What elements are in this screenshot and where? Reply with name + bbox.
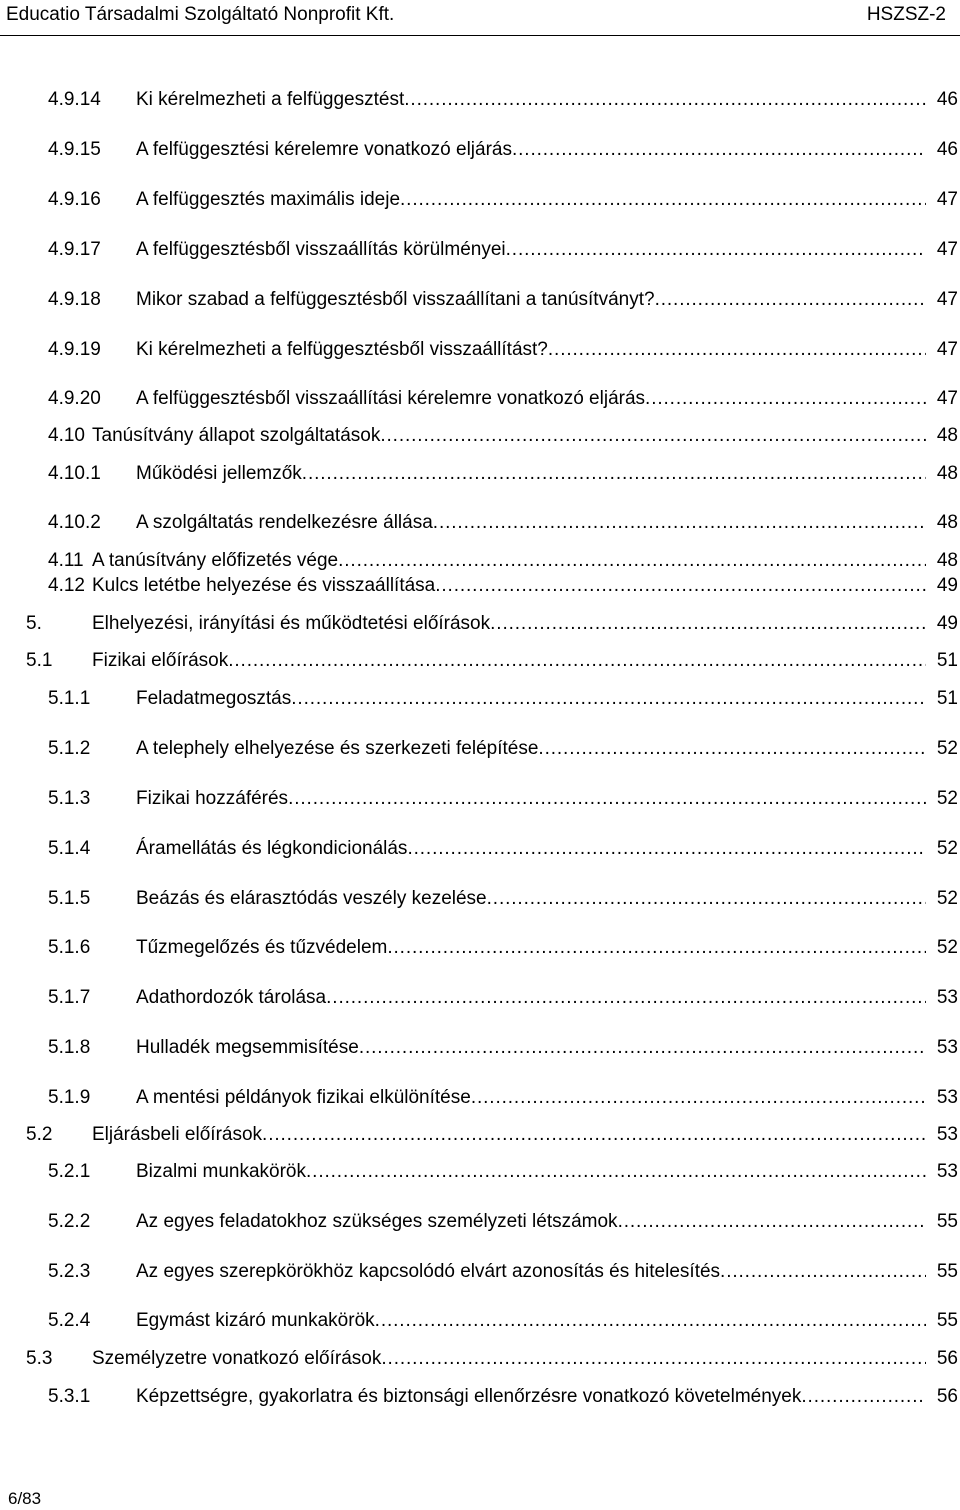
toc-entry-title-row	[136, 386, 926, 412]
toc-entry-title: Személyzetre vonatkozó előírások	[92, 1348, 382, 1369]
toc-entry-number: 4.9.18	[48, 289, 101, 310]
toc-entry-number: 5.2.4	[48, 1310, 91, 1331]
toc-entry-page: 55	[936, 1211, 958, 1232]
toc-entry-page: 52	[936, 788, 958, 809]
toc-entry[interactable]	[0, 1308, 960, 1334]
toc-entry-title: Feladatmegosztás	[136, 688, 292, 709]
toc-entry-number: 4.10.2	[48, 512, 101, 533]
toc-entry-page: 48	[936, 550, 958, 571]
toc-entry-title-row	[136, 1384, 926, 1410]
dot-leader	[306, 1159, 926, 1185]
toc-entry-title: A mentési példányok fizikai elkülönítése	[136, 1087, 471, 1108]
toc-entry-number: 4.9.16	[48, 189, 101, 210]
toc-entry-page: 49	[936, 575, 958, 596]
dot-leader	[433, 510, 926, 536]
toc-entry-number: 5.1.8	[48, 1037, 91, 1058]
toc-entry[interactable]	[0, 736, 960, 762]
toc-entry-title-row	[92, 648, 926, 674]
toc-entry-title: Működési jellemzők	[136, 463, 302, 484]
toc-entry[interactable]	[0, 985, 960, 1011]
toc-entry-title-row	[136, 1259, 926, 1285]
dot-leader	[435, 573, 926, 599]
toc-entry-title-row	[136, 786, 926, 812]
dot-leader	[288, 786, 926, 812]
dot-leader	[359, 1035, 926, 1061]
toc-entry-title-row	[136, 337, 926, 363]
toc-entry[interactable]	[0, 573, 960, 599]
toc-entry-page: 56	[936, 1348, 958, 1369]
toc-entry-number: 5.1.4	[48, 838, 91, 859]
dot-leader	[506, 237, 926, 263]
toc-entry-title: Tűzmegelőzés és tűzvédelem	[136, 937, 388, 958]
toc-entry-title: Fizikai előírások	[92, 650, 229, 671]
toc-entry[interactable]	[0, 510, 960, 536]
toc-entry[interactable]	[0, 786, 960, 812]
toc-entry-page: 53	[936, 1087, 958, 1108]
toc-entry-page: 53	[936, 987, 958, 1008]
toc-entry-title-row	[136, 1085, 926, 1111]
dot-leader	[375, 1308, 926, 1334]
toc-entry-number: 5.1.9	[48, 1087, 91, 1108]
toc-entry-page: 52	[936, 937, 958, 958]
toc-entry-title-row	[136, 886, 926, 912]
toc-entry[interactable]	[0, 423, 960, 449]
organization-name: Educatio Társadalmi Szolgáltató Nonprofit Kft.	[6, 4, 395, 25]
toc-entry-page: 48	[936, 463, 958, 484]
toc-entry-page: 47	[936, 339, 958, 360]
toc-entry[interactable]	[0, 337, 960, 363]
toc-entry[interactable]	[0, 1035, 960, 1061]
toc-entry-page: 49	[936, 613, 958, 634]
toc-entry-title-row	[92, 611, 926, 637]
toc-entry-title-row	[136, 686, 926, 712]
toc-entry[interactable]	[0, 1085, 960, 1111]
toc-entry-title-row	[136, 510, 926, 536]
dot-leader	[487, 886, 926, 912]
toc-entry-number: 5.3	[26, 1348, 53, 1369]
toc-entry-number: 5.1.6	[48, 937, 91, 958]
document-code: HSZSZ-2	[866, 4, 946, 25]
toc-entry-page: 47	[936, 289, 958, 310]
toc-entry-title: Hulladék megsemmisítése	[136, 1037, 359, 1058]
page-number: 6/83	[8, 1489, 42, 1508]
toc-entry[interactable]	[0, 686, 960, 712]
toc-entry-title-row	[92, 573, 926, 599]
toc-entry-page: 46	[936, 89, 958, 110]
toc-entry[interactable]	[0, 461, 960, 487]
toc-entry[interactable]	[0, 137, 960, 163]
toc-entry-page: 55	[936, 1261, 958, 1282]
toc-entry-title: Eljárásbeli előírások	[92, 1124, 263, 1145]
toc-entry-title: Ki kérelmezheti a felfüggesztésből visszaállítást?	[136, 339, 548, 360]
dot-leader	[801, 1384, 926, 1410]
toc-entry-page: 53	[936, 1124, 958, 1145]
toc-entry-number: 5.2	[26, 1124, 53, 1145]
toc-entry-title: A tanúsítvány előfizetés vége	[92, 550, 339, 571]
toc-entry[interactable]	[0, 886, 960, 912]
toc-entry-title: A telephely elhelyezése és szerkezeti felépítése	[136, 738, 539, 759]
toc-entry-title: Beázás és elárasztódás veszély kezelése	[136, 888, 487, 909]
dot-leader	[291, 686, 926, 712]
toc-entry-title: Képzettségre, gyakorlatra és biztonsági ellenőrzésre vonatkozó követelmények	[136, 1386, 802, 1407]
toc-entry-title-row	[136, 287, 926, 313]
toc-entry[interactable]	[0, 935, 960, 961]
toc-entry-title: Egymást kizáró munkakörök	[136, 1310, 375, 1331]
dot-leader	[302, 461, 926, 487]
toc-entry-number: 5.1.1	[48, 688, 91, 709]
toc-entry-title-row	[136, 1209, 926, 1235]
dot-leader	[407, 836, 926, 862]
toc-entry-title: Adathordozók tárolása	[136, 987, 327, 1008]
toc-entry-page: 48	[936, 425, 958, 446]
toc-entry-page: 53	[936, 1037, 958, 1058]
dot-leader	[387, 935, 926, 961]
toc-entry-number: 4.9.14	[48, 89, 101, 110]
toc-entry-title: Mikor szabad a felfüggesztésből visszaállítani a tanúsítványt?	[136, 289, 655, 310]
toc-entry-title: Az egyes feladatokhoz szükséges személyzeti létszámok	[136, 1211, 618, 1232]
toc-entry[interactable]	[0, 1384, 960, 1410]
dot-leader	[618, 1209, 926, 1235]
dot-leader	[228, 648, 926, 674]
toc-entry-title: Áramellátás és légkondicionálás	[136, 838, 408, 859]
dot-leader	[720, 1259, 926, 1285]
toc-entry-number: 5.	[26, 613, 42, 634]
toc-entry-page: 51	[936, 650, 958, 671]
toc-entry-title-row	[136, 187, 926, 213]
toc-entry-title: A felfüggesztési kérelemre vonatkozó eljárás	[136, 139, 512, 160]
toc-entry-title: Bizalmi munkakörök	[136, 1161, 306, 1182]
toc-entry[interactable]	[0, 648, 960, 674]
toc-entry[interactable]	[0, 1209, 960, 1235]
dot-leader	[338, 548, 926, 574]
toc-entry-title-row	[136, 736, 926, 762]
toc-entry-title-row	[136, 1308, 926, 1334]
toc-entry-title: Tanúsítvány állapot szolgáltatások	[92, 425, 381, 446]
toc-entry[interactable]	[0, 87, 960, 113]
toc-entry-number: 4.10	[48, 425, 85, 446]
toc-entry-title: Fizikai hozzáférés	[136, 788, 289, 809]
toc-entry-number: 5.1.3	[48, 788, 91, 809]
toc-entry-title: A felfüggesztés maximális ideje	[136, 189, 401, 210]
toc-entry-number: 4.9.20	[48, 388, 101, 409]
toc-entry-title-row	[136, 237, 926, 263]
dot-leader	[655, 287, 926, 313]
toc-entry-title: A szolgáltatás rendelkezésre állása	[136, 512, 433, 533]
toc-entry-number: 4.11	[48, 550, 84, 571]
toc-entry-number: 4.9.19	[48, 339, 101, 360]
toc-entry-page: 52	[936, 738, 958, 759]
toc-entry-number: 5.3.1	[48, 1386, 91, 1407]
toc-entry-page: 52	[936, 888, 958, 909]
toc-entry[interactable]	[0, 386, 960, 412]
toc-entry-page: 47	[936, 239, 958, 260]
toc-entry-number: 4.9.15	[48, 139, 101, 160]
toc-entry-page: 52	[936, 838, 958, 859]
toc-entry-title-row	[92, 1346, 926, 1372]
toc-entry-title-row	[92, 1122, 926, 1148]
dot-leader	[538, 736, 926, 762]
toc-entry[interactable]	[0, 548, 960, 574]
toc-entry-number: 5.1.7	[48, 987, 91, 1008]
dot-leader	[380, 423, 926, 449]
toc-entry-page: 55	[936, 1310, 958, 1331]
dot-leader	[262, 1122, 926, 1148]
toc-entry[interactable]	[0, 1259, 960, 1285]
toc-entry-title-row	[136, 935, 926, 961]
toc-entry-number: 4.9.17	[48, 239, 101, 260]
toc-entry-title-row	[136, 461, 926, 487]
toc-entry-page: 56	[936, 1386, 958, 1407]
toc-entry-title: Ki kérelmezheti a felfüggesztést	[136, 89, 405, 110]
dot-leader	[512, 137, 926, 163]
toc-entry-page: 47	[936, 189, 958, 210]
dot-leader	[645, 386, 926, 412]
toc-entry-title-row	[136, 1159, 926, 1185]
toc-entry-title: Az egyes szerepkörökhöz kapcsolódó elvárt azonosítás és hitelesítés	[136, 1261, 721, 1282]
toc-entry[interactable]	[0, 1122, 960, 1148]
toc-entry-number: 5.2.3	[48, 1261, 91, 1282]
dot-leader	[548, 337, 926, 363]
dot-leader	[490, 611, 926, 637]
dot-leader	[381, 1346, 926, 1372]
toc-entry[interactable]	[0, 187, 960, 213]
toc-entry[interactable]	[0, 287, 960, 313]
toc-entry-title: Elhelyezési, irányítási és működtetési előírások	[92, 613, 491, 634]
toc-entry-title-row	[136, 985, 926, 1011]
toc-entry-number: 5.2.1	[48, 1161, 91, 1182]
dot-leader	[471, 1085, 926, 1111]
toc-entry-title: A felfüggesztésből visszaállítás körülményei	[136, 239, 506, 260]
toc-entry-page: 51	[936, 688, 958, 709]
toc-entry[interactable]	[0, 1159, 960, 1185]
toc-entry-title-row	[92, 423, 926, 449]
toc-entry-number: 5.1.2	[48, 738, 91, 759]
toc-entry-page: 47	[936, 388, 958, 409]
toc-entry-title-row	[136, 87, 926, 113]
toc-entry-number: 5.1.5	[48, 888, 91, 909]
toc-entry-title-row	[136, 1035, 926, 1061]
toc-entry-number: 5.1	[26, 650, 53, 671]
toc-entry-number: 4.10.1	[48, 463, 101, 484]
toc-entry-title-row	[92, 548, 926, 574]
toc-entry[interactable]	[0, 237, 960, 263]
toc-entry-number: 5.2.2	[48, 1211, 91, 1232]
toc-entry[interactable]	[0, 611, 960, 637]
toc-entry-page: 46	[936, 139, 958, 160]
toc-entry[interactable]	[0, 1346, 960, 1372]
toc-entry[interactable]	[0, 836, 960, 862]
toc-entry-page: 48	[936, 512, 958, 533]
toc-entry-page: 53	[936, 1161, 958, 1182]
dot-leader	[404, 87, 926, 113]
toc-entry-title-row	[136, 137, 926, 163]
toc-entry-number: 4.12	[48, 575, 85, 596]
dot-leader	[326, 985, 926, 1011]
dot-leader	[400, 187, 926, 213]
toc-entry-title: Kulcs letétbe helyezése és visszaállítása	[92, 575, 436, 596]
toc-entry-title-row	[136, 836, 926, 862]
toc-entry-title: A felfüggesztésből visszaállítási kérelemre vonatkozó eljárás	[136, 388, 646, 409]
